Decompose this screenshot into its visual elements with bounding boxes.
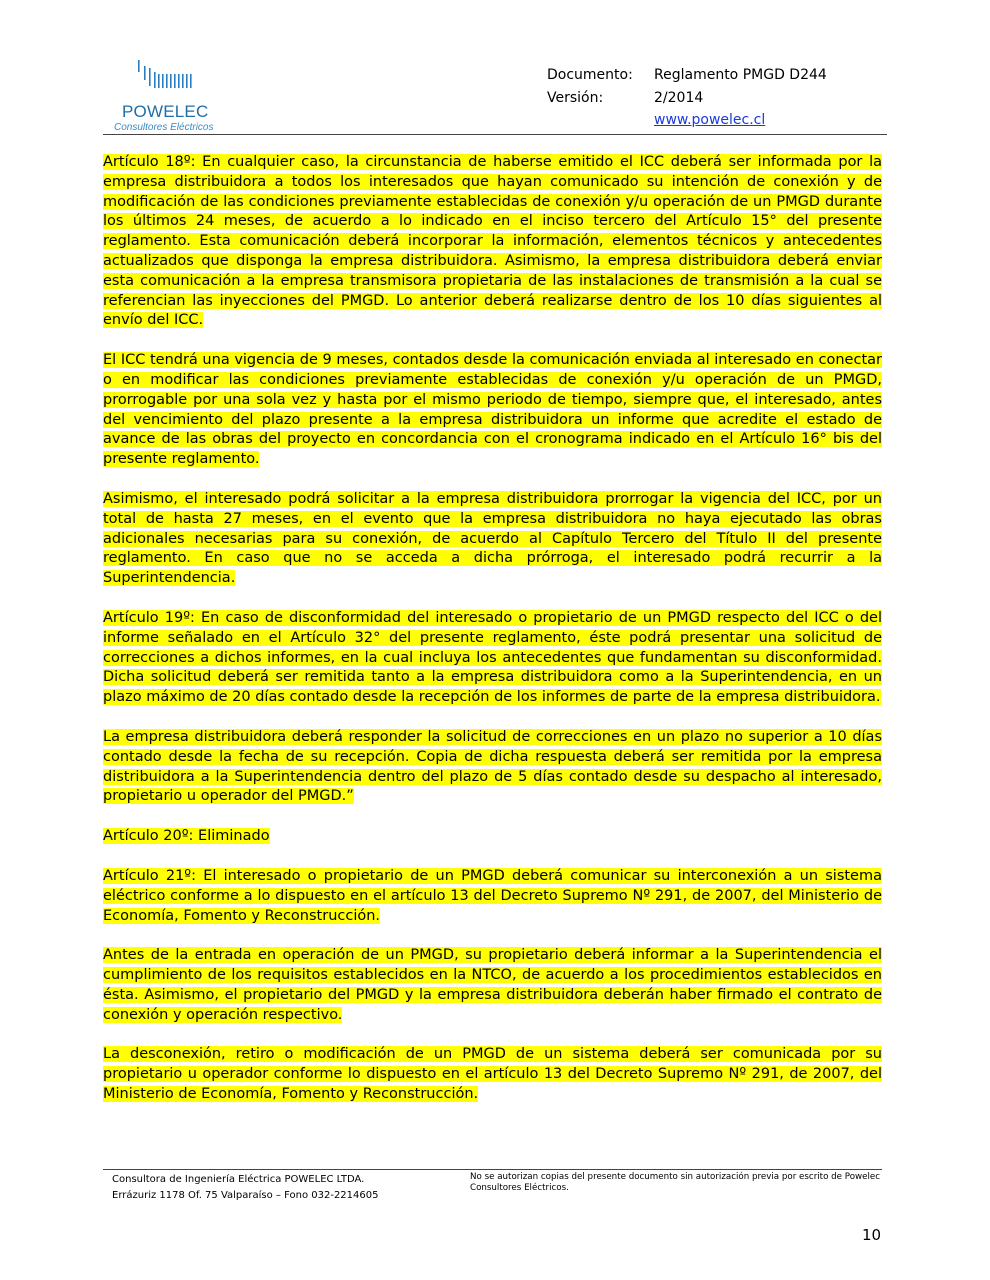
paragraph-respuesta-correcciones (103, 728, 882, 807)
paragraph-text: Asimismo, el interesado podrá solicitar a la empresa distribuidora prorrogar la vigencia del ICC, por un total de hasta 27 meses, en el evento que la empresa distribuidora no haya ejecutado las obras adicionales necesarias para su conexión, de acuerdo al Capítulo Tercero del Título II del presente reglamento. En caso que no se acceda a dicha prórroga, el interesado podrá recurrir a la Superintendencia. (103, 490, 882, 587)
paragraph-text: Artículo 21º: El interesado o propietario de un PMGD deberá comunicar su interconexión a un sistema eléctrico conforme a lo dispuesto en el artículo 13 del Decreto Supremo Nº 291, de 2007, del Ministerio de Economía, Fomento y Reconstrucción. (103, 867, 882, 924)
paragraph-text: Artículo 20º: Eliminado (103, 828, 270, 845)
paragraph-text: La empresa distribuidora deberá responder la solicitud de correcciones en un plazo no superior a 10 días contado desde la fecha de su recepción. Copia de dicha respuesta deberá ser remitida por la empresa distribuidora a la Superintendencia dentro del plazo de 5 días contado desde su despacho al interesado, propietario u operador del PMGD.” (103, 728, 882, 805)
website-link[interactable]: www.powelec.cl (654, 112, 766, 128)
document-meta (547, 64, 827, 132)
version-row (547, 87, 827, 110)
website-spacer (547, 109, 654, 132)
paragraph-text: El ICC tendrá una vigencia de 9 meses, contados desde la comunicación enviada al interesado en conectar o en modificar las condiciones previamente establecidas de conexión y/u operación de un PMGD, prorrogable por una sola vez y hasta por el mismo periodo de tiempo, siempre que, el interesado, antes del vencimiento del plazo presente a la empresa distribuidora un informe que acredite el estado de avance de las obras del proyecto en concordancia con el cronograma indicado en el Artículo 16° bis del presente reglamento. (103, 352, 882, 468)
company-logo (112, 58, 222, 134)
paragraph-icc-vigencia (103, 351, 882, 470)
document-label: Documento: (547, 67, 633, 83)
document-body (103, 153, 882, 1125)
logo-subtitle: Consultores Eléctricos (114, 122, 214, 133)
paragraph-articulo-20 (103, 827, 882, 847)
logo-bars-graphic (136, 58, 196, 98)
logo-name: POWELEC (122, 102, 209, 121)
paragraph-text: Antes de la entrada en operación de un PMGD, su propietario deberá informar a la Superintendencia el cumplimiento de los requisitos establecidos en la NTCO, de acuerdo a los procedimientos establecidos en ésta. Asimismo, el propietario del PMGD y la empresa distribuidora deberán haber firmado el contrato de conexión y operación respectivo. (103, 947, 882, 1023)
paragraph-desconexion (103, 1045, 882, 1104)
footer-notice: No se autorizan copias del presente documento sin autorización previa por escrito de Powelec Consultores Eléctricos. (470, 1172, 881, 1193)
footer-divider (103, 1169, 882, 1170)
paragraph-entrada-operacion (103, 946, 882, 1025)
document-value: Reglamento PMGD D244 (654, 67, 827, 83)
header-divider (103, 134, 887, 135)
paragraph-text: La desconexión, retiro o modificación de un PMGD de un sistema deberá ser comunicada por su propietario u operador conforme lo dispuesto en el artículo 13 del Decreto Supremo Nº 291, de 2007, del Ministerio de Economía, Fomento y Reconstrucción. (103, 1046, 882, 1103)
version-value: 2/2014 (654, 89, 704, 106)
paragraph-articulo-21 (103, 867, 882, 926)
paragraph-articulo-18 (103, 153, 882, 331)
paragraph-text: Artículo 18º: En cualquier caso, la circunstancia de haberse emitido el ICC deberá ser informada por la empresa distribuidora a todos los interesados que hayan comunicado su intención de conexión y de modificación de las condiciones previamente establecidas de conexión y/u operación de un PMGD durante los últimos 24 meses, de acuerdo a lo indicado en el inciso tercero del Artículo 15° del presente reglamento. Esta comunicación deberá incorporar la información, elementos técnicos y antecedentes actualizados que disponga la empresa distribuidora. Asimismo, la empresa distribuidora deberá enviar esta comunicación a la empresa transmisora propietaria de las instalaciones de transmisión a la cual se referencian las inyecciones del PMGD. Lo anterior deberá realizarse dentro de los 10 días siguientes al envío del ICC. (103, 154, 882, 329)
website-row (547, 109, 827, 132)
footer-address: Errázuriz 1178 Of. 75 Valparaíso – Fono 032-2214605 (112, 1190, 379, 1201)
paragraph-text: Artículo 19º: En caso de disconformidad del interesado o propietario de un PMGD respecto del ICC o del informe señalado en el Artículo 32° del presente reglamento, éste podrá presentar una solicitud de correcciones a dichos informes, en la cual incluya los antecedentes que fundamentan su disconformidad. Dicha solicitud deberá ser remitida tanto a la empresa distribuidora como a la Superintendencia, en un plazo máximo de 20 días contado desde la recepción de los informes de parte de la empresa distribuidora. (103, 609, 882, 706)
footer-company: Consultora de Ingeniería Eléctrica POWELEC LTDA. (112, 1174, 365, 1185)
page-number: 10 (862, 1226, 882, 1244)
version-label: Versión: (547, 89, 604, 106)
paragraph-articulo-19 (103, 609, 882, 708)
footer-company-info (112, 1172, 378, 1204)
paragraph-prorroga (103, 490, 882, 589)
document-row (547, 64, 827, 87)
